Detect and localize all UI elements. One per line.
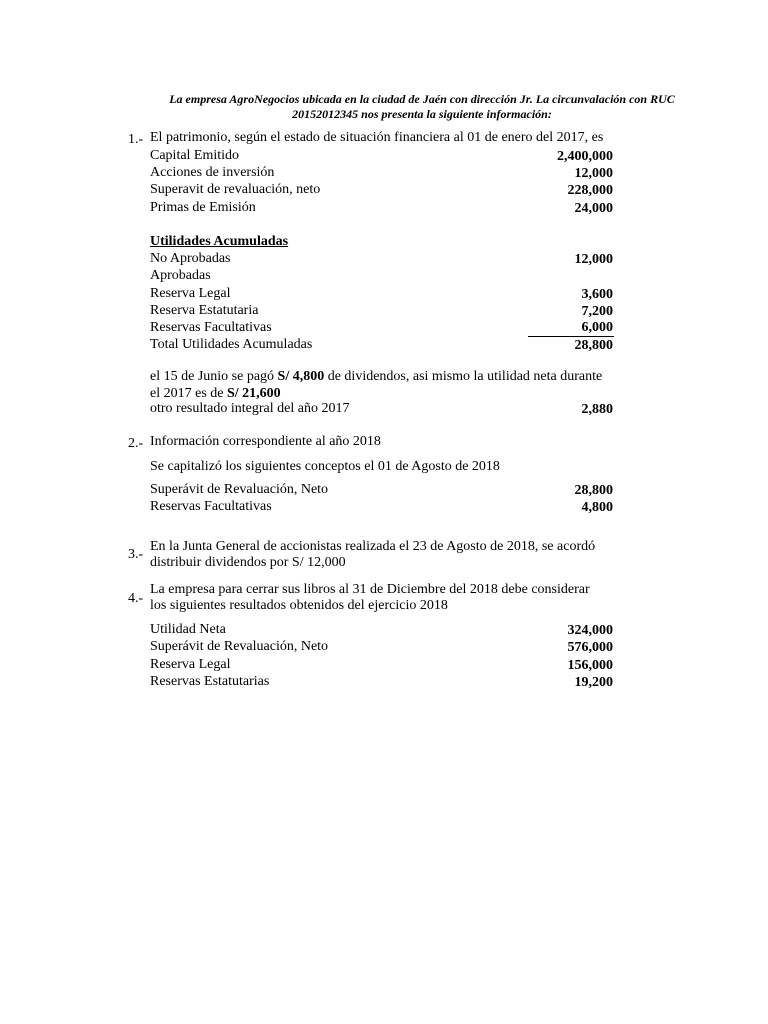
no-aprobadas-label: No Aprobadas xyxy=(150,251,231,266)
section-3-marker: 3.- xyxy=(128,547,144,562)
total-rule xyxy=(528,336,614,337)
item-label: Capital Emitido xyxy=(150,148,240,163)
section-2-intro: Información correspondiente al año 2018 xyxy=(150,434,381,449)
item-value: 19,200 xyxy=(574,675,613,690)
reserva-label: Reserva Estatutaria xyxy=(150,303,259,318)
ori-value: 2,880 xyxy=(581,402,613,417)
header-line-1: La empresa AgroNegocios ubicada en la ciudad de Jaén con dirección Jr. La circunvalación con RUC xyxy=(169,92,675,106)
item-value: 576,000 xyxy=(567,640,613,655)
reserva-label: Reserva Legal xyxy=(150,286,231,301)
reserva-value: 6,000 xyxy=(581,320,613,335)
reserva-value: 7,200 xyxy=(581,304,613,319)
item-label: Superavit de revaluación, neto xyxy=(150,182,321,197)
header-line-2: 20152012345 nos presenta la siguiente información: xyxy=(292,107,552,121)
item-value: 24,000 xyxy=(574,201,613,216)
section-3-line-1: En la Junta General de accionistas realizada el 23 de Agosto de 2018, se acordó xyxy=(150,539,596,554)
item-value: 228,000 xyxy=(567,183,613,198)
item-label: Superávit de Revaluación, Neto xyxy=(150,639,329,654)
section-2-sub: Se capitalizó los siguientes conceptos el 01 de Agosto de 2018 xyxy=(150,459,500,474)
section-2-marker: 2.- xyxy=(128,436,144,451)
ori-label: otro resultado integral del año 2017 xyxy=(150,401,350,416)
dividend-paragraph-line-1: el 15 de Junio se pagó S/ 4,800 de dividendos, asi mismo la utilidad neta durante xyxy=(150,369,603,384)
item-label: Reserva Legal xyxy=(150,657,231,672)
reserva-value: 3,600 xyxy=(581,287,613,302)
item-label: Utilidad Neta xyxy=(150,622,226,637)
section-4-line-1: La empresa para cerrar sus libros al 31 de Diciembre del 2018 debe considerar xyxy=(150,582,590,597)
item-label: Primas de Emisión xyxy=(150,200,256,215)
section-4-line-2: los siguientes resultados obtenidos del ejercicio 2018 xyxy=(150,598,448,613)
item-value: 2,400,000 xyxy=(557,149,613,164)
utilidades-acumuladas-title: Utilidades Acumuladas xyxy=(150,234,289,249)
item-value: 324,000 xyxy=(567,623,613,638)
total-label: Total Utilidades Acumuladas xyxy=(150,337,313,352)
total-value: 28,800 xyxy=(574,338,613,353)
item-value: 28,800 xyxy=(574,483,613,498)
section-3-line-2: distribuir dividendos por S/ 12,000 xyxy=(150,555,346,570)
section-4-marker: 4.- xyxy=(128,591,144,606)
section-1-marker: 1.- xyxy=(128,132,144,147)
item-value: 4,800 xyxy=(581,500,613,515)
item-label: Reservas Facultativas xyxy=(150,499,272,514)
item-label: Reservas Estatutarias xyxy=(150,674,270,689)
aprobadas-label: Aprobadas xyxy=(150,268,211,283)
no-aprobadas-value: 12,000 xyxy=(574,252,613,267)
dividend-paragraph-line-2: el 2017 es de S/ 21,600 xyxy=(150,386,281,401)
item-label: Acciones de inversión xyxy=(150,165,275,180)
item-value: 156,000 xyxy=(567,658,613,673)
section-1-intro: El patrimonio, según el estado de situación financiera al 01 de enero del 2017, es xyxy=(150,130,604,145)
reserva-label: Reservas Facultativas xyxy=(150,320,272,335)
item-label: Superávit de Revaluación, Neto xyxy=(150,482,329,497)
item-value: 12,000 xyxy=(574,166,613,181)
